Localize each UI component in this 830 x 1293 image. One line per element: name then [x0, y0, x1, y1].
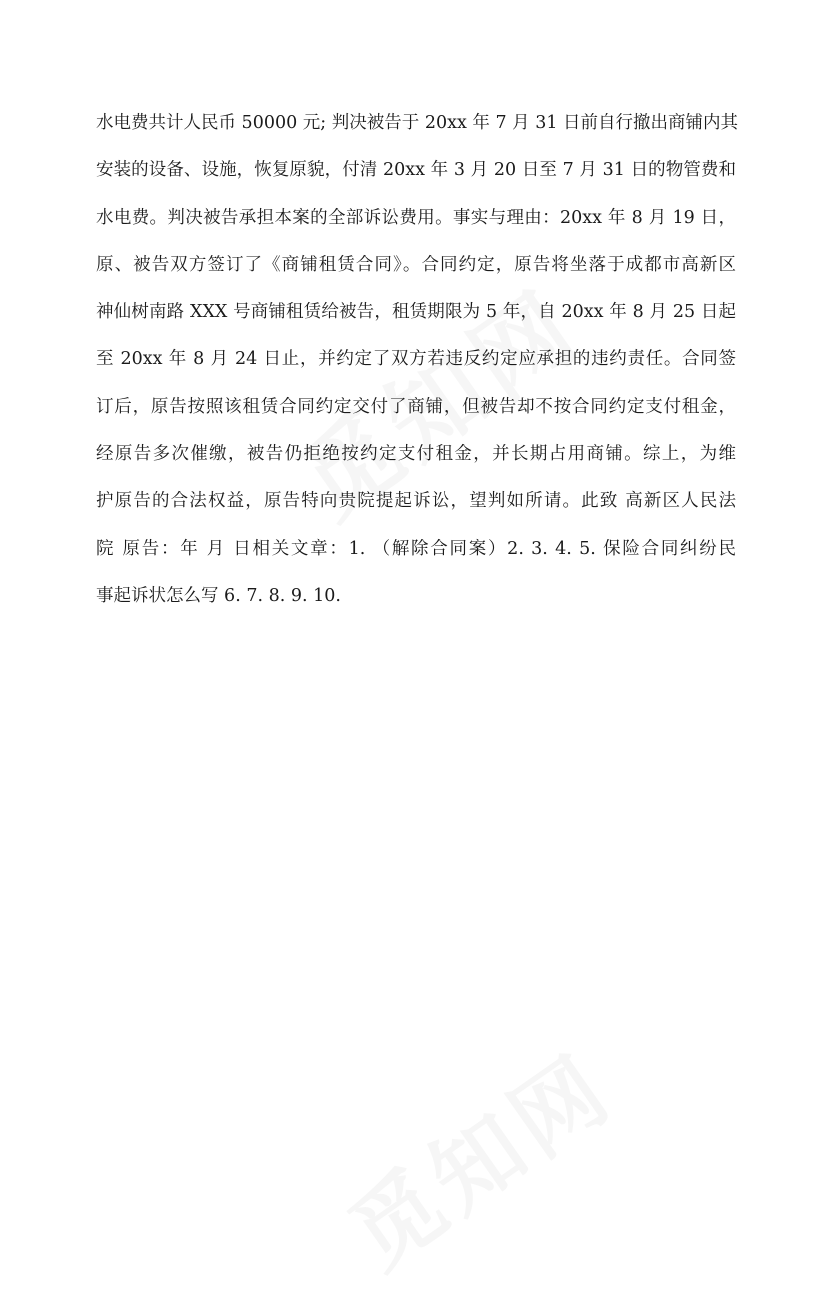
text-line: 安装的设备、设施，恢复原貌，付清 20xx 年 3 月 20 日至 7 月 31 日的物管费和 [96, 160, 736, 181]
text-line: 至 20xx 年 8 月 24 日止，并约定了双方若违反约定应承担的违约责任。合同签 [96, 349, 736, 370]
text-line: 经原告多次催缴，被告仍拒绝按约定支付租金，并长期占用商铺。综上，为维 [96, 444, 736, 465]
text-line: 订后，原告按照该租赁合同约定交付了商铺，但被告却不按合同约定支付租金， [96, 396, 736, 417]
text-line: 神仙树南路 XXX 号商铺租赁给被告，租赁期限为 5 年，自 20xx 年 8 月 25 日起 [96, 302, 736, 323]
document-body [96, 100, 739, 620]
text-line: 事起诉状怎么写 6. 7. 8. 9. 10. [96, 585, 341, 606]
text-line: 护原告的合法权益，原告特向贵院提起诉讼，望判如所请。此致 高新区人民法 [96, 491, 736, 512]
watermark-logo-bottom [319, 1017, 634, 1292]
text-line: 院 原告：年 月 日相关文章：1. （解除合同案）2. 3. 4. 5. 保险合同纠纷民 [96, 538, 736, 559]
text-line: 水电费共计人民币 50000 元; 判决被告于 20xx 年 7 月 31 日前自行撤出商铺内其 [96, 113, 739, 133]
text-line: 水电费。判决被告承担本案的全部诉讼费用。事实与理由：20xx 年 8 月 19 日， [96, 207, 736, 228]
text-line: 原、被告双方签订了《商铺租赁合同》。合同约定，原告将坐落于成都市高新区 [96, 254, 736, 275]
